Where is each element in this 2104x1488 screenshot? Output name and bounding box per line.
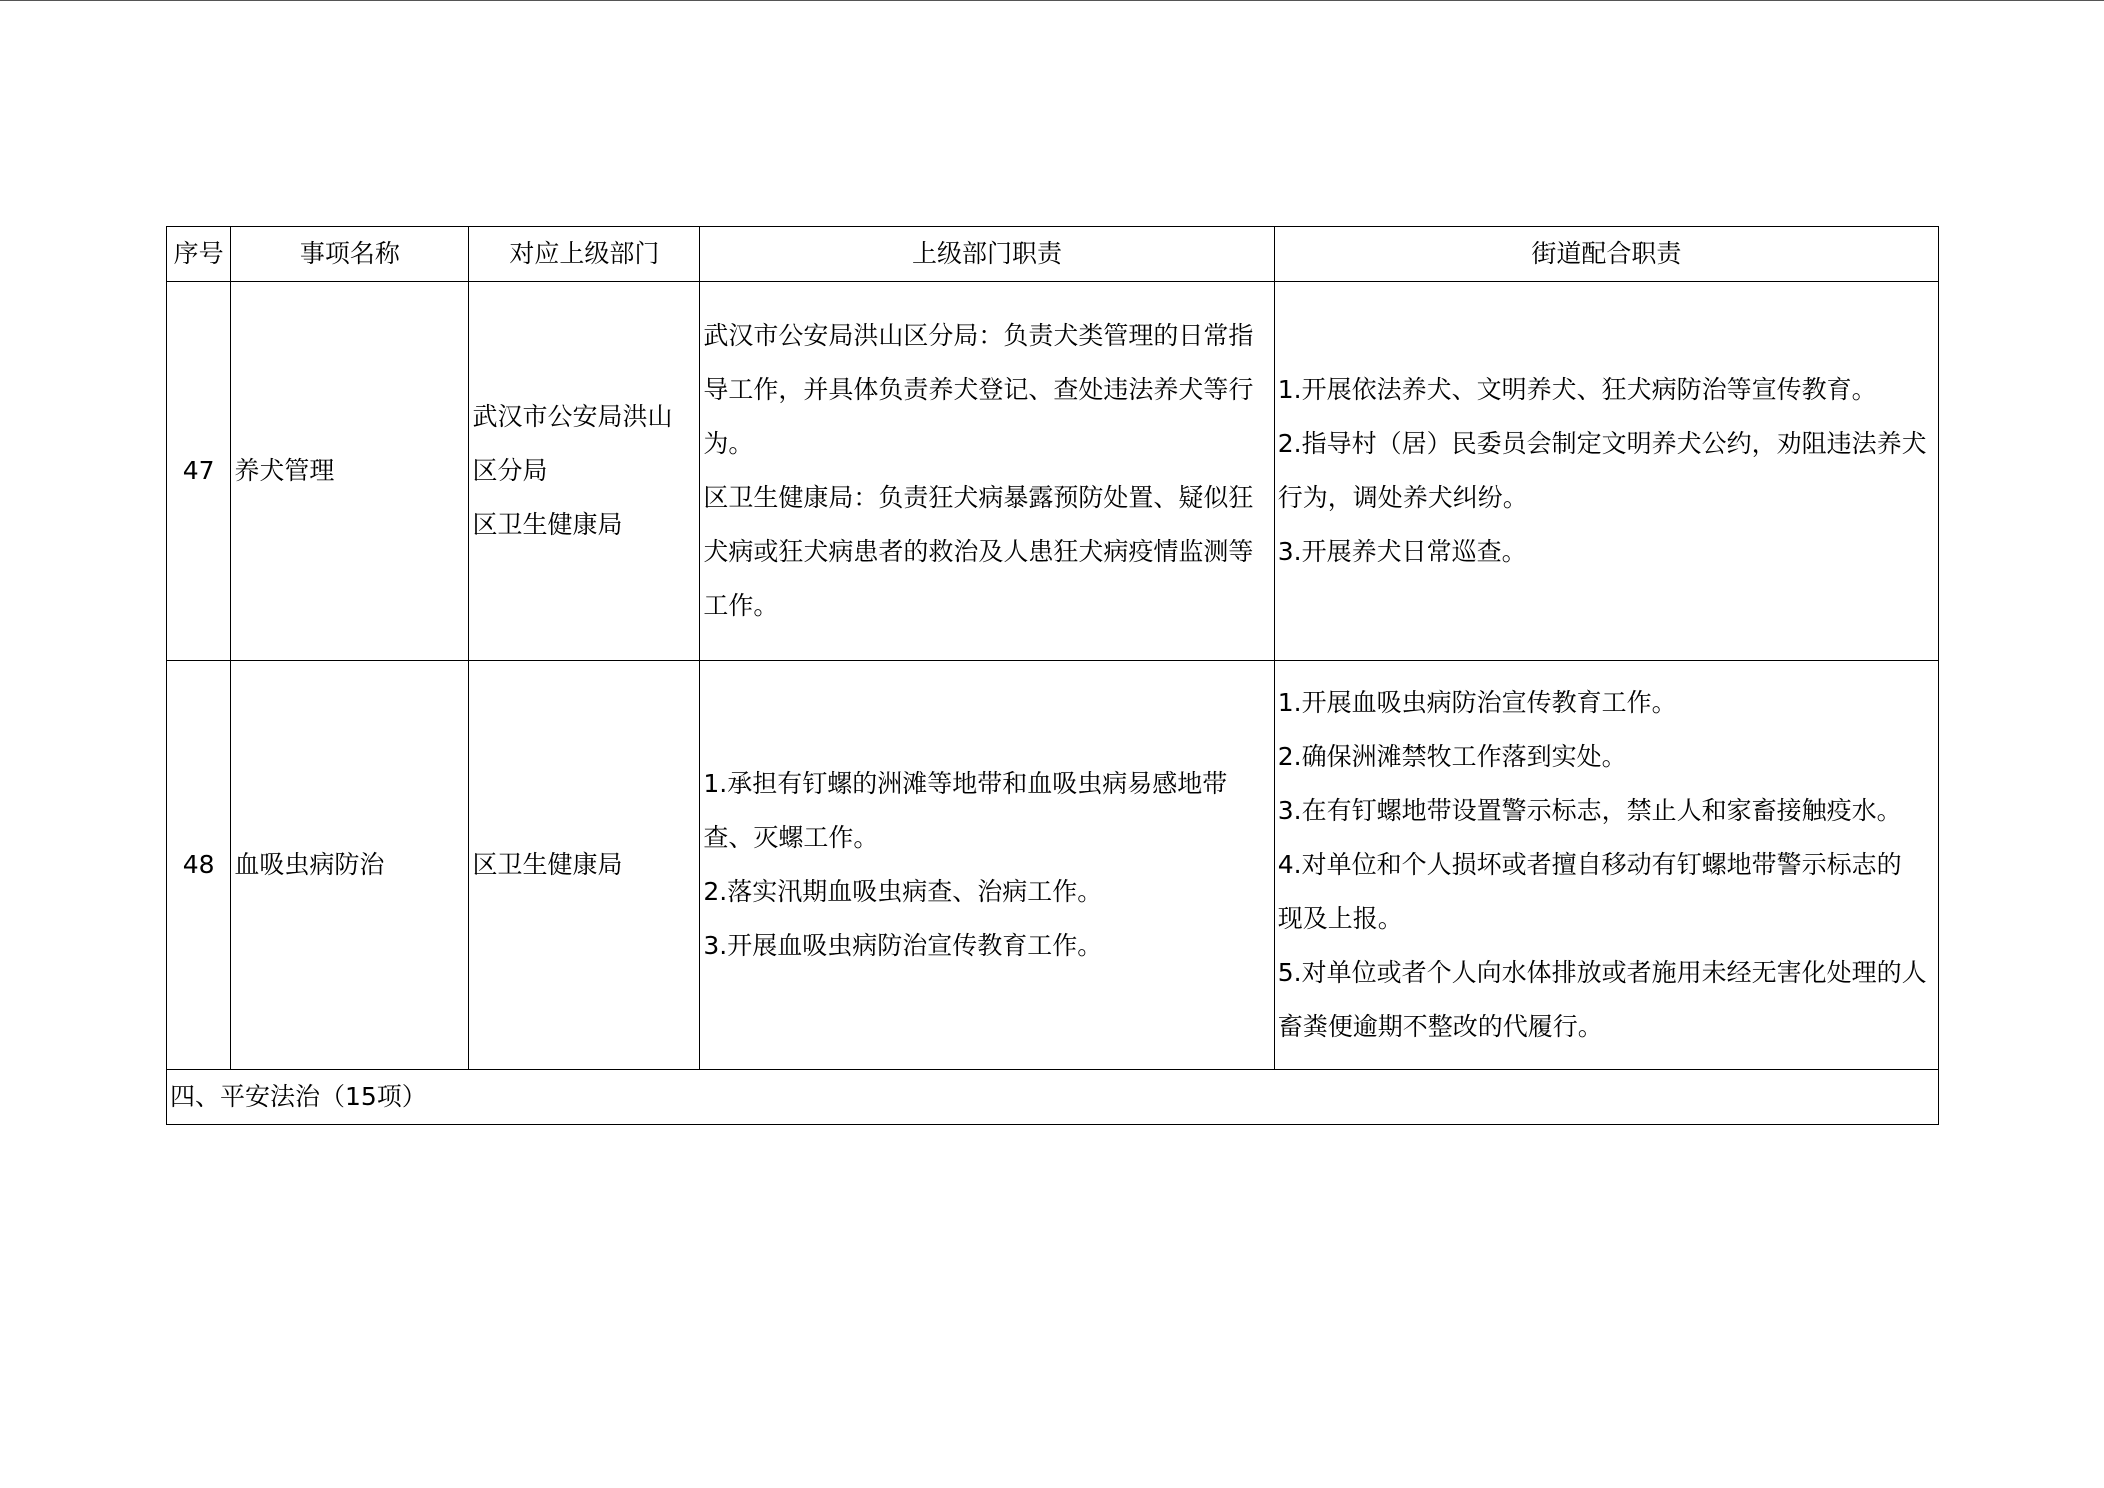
duty-paragraph: 武汉市公安局洪山区分局：负责犬类管理的日常指导工作，并具体负责养犬登记、查处违法养犬等行为。 — [703, 321, 1254, 458]
header-street-duty: 街道配合职责 — [1274, 227, 1938, 282]
duty-item: 3.开展血吸虫病防治宣传教育工作。 — [703, 931, 1103, 960]
header-upper-dept: 对应上级部门 — [469, 227, 700, 282]
row-upper-duty — [700, 282, 1274, 661]
row-street-duty — [1274, 282, 1938, 661]
header-upper-duty: 上级部门职责 — [700, 227, 1274, 282]
page-top-edge — [0, 0, 2104, 1]
duty-item: 1.开展依法养犬、文明养犬、狂犬病防治等宣传教育。 — [1277, 375, 1877, 404]
row-seq: 48 — [167, 661, 231, 1070]
table-row — [167, 661, 1939, 1070]
section-row — [167, 1070, 1939, 1125]
row-upper-duty — [700, 661, 1274, 1070]
duty-table — [166, 226, 1939, 1125]
duty-item: 2.指导村（居）民委员会制定文明养犬公约，劝阻违法养犬行为，调处养犬纠纷。 — [1277, 429, 1927, 512]
dept-line: 武汉市公安局洪山区分局 — [472, 402, 673, 485]
row-item-name: 血吸虫病防治 — [231, 661, 469, 1070]
dept-line: 区卫生健康局 — [472, 510, 623, 539]
duty-paragraph: 区卫生健康局：负责狂犬病暴露预防处置、疑似狂犬病或狂犬病患者的救治及人患狂犬病疫情监测等工作。 — [703, 483, 1254, 620]
header-item-name: 事项名称 — [231, 227, 469, 282]
duty-item: 3.在有钉螺地带设置警示标志，禁止人和家畜接触疫水。 — [1277, 796, 1902, 825]
duty-item: 2.落实汛期血吸虫病查、治病工作。 — [703, 877, 1103, 906]
dept-line: 区卫生健康局 — [472, 850, 623, 879]
row-seq: 47 — [167, 282, 231, 661]
table-header-row — [167, 227, 1939, 282]
duty-item: 1.开展血吸虫病防治宣传教育工作。 — [1277, 688, 1677, 717]
row-item-name: 养犬管理 — [231, 282, 469, 661]
duty-item: 2.确保洲滩禁牧工作落到实处。 — [1277, 742, 1627, 771]
row-street-duty — [1274, 661, 1938, 1070]
row-upper-dept — [469, 661, 700, 1070]
row-upper-dept — [469, 282, 700, 661]
section-heading: 四、平安法治（15项） — [167, 1070, 1939, 1125]
table-row — [167, 282, 1939, 661]
duty-item: 1.承担有钉螺的洲滩等地带和血吸虫病易感地带查、灭螺工作。 — [703, 769, 1228, 852]
duty-item: 3.开展养犬日常巡查。 — [1277, 537, 1527, 566]
header-seq: 序号 — [167, 227, 231, 282]
duty-item: 4.对单位和个人损坏或者擅自移动有钉螺地带警示标志的 现及上报。 — [1277, 850, 1927, 933]
duty-item: 5.对单位或者个人向水体排放或者施用未经无害化处理的人畜粪便逾期不整改的代履行。 — [1277, 958, 1927, 1041]
